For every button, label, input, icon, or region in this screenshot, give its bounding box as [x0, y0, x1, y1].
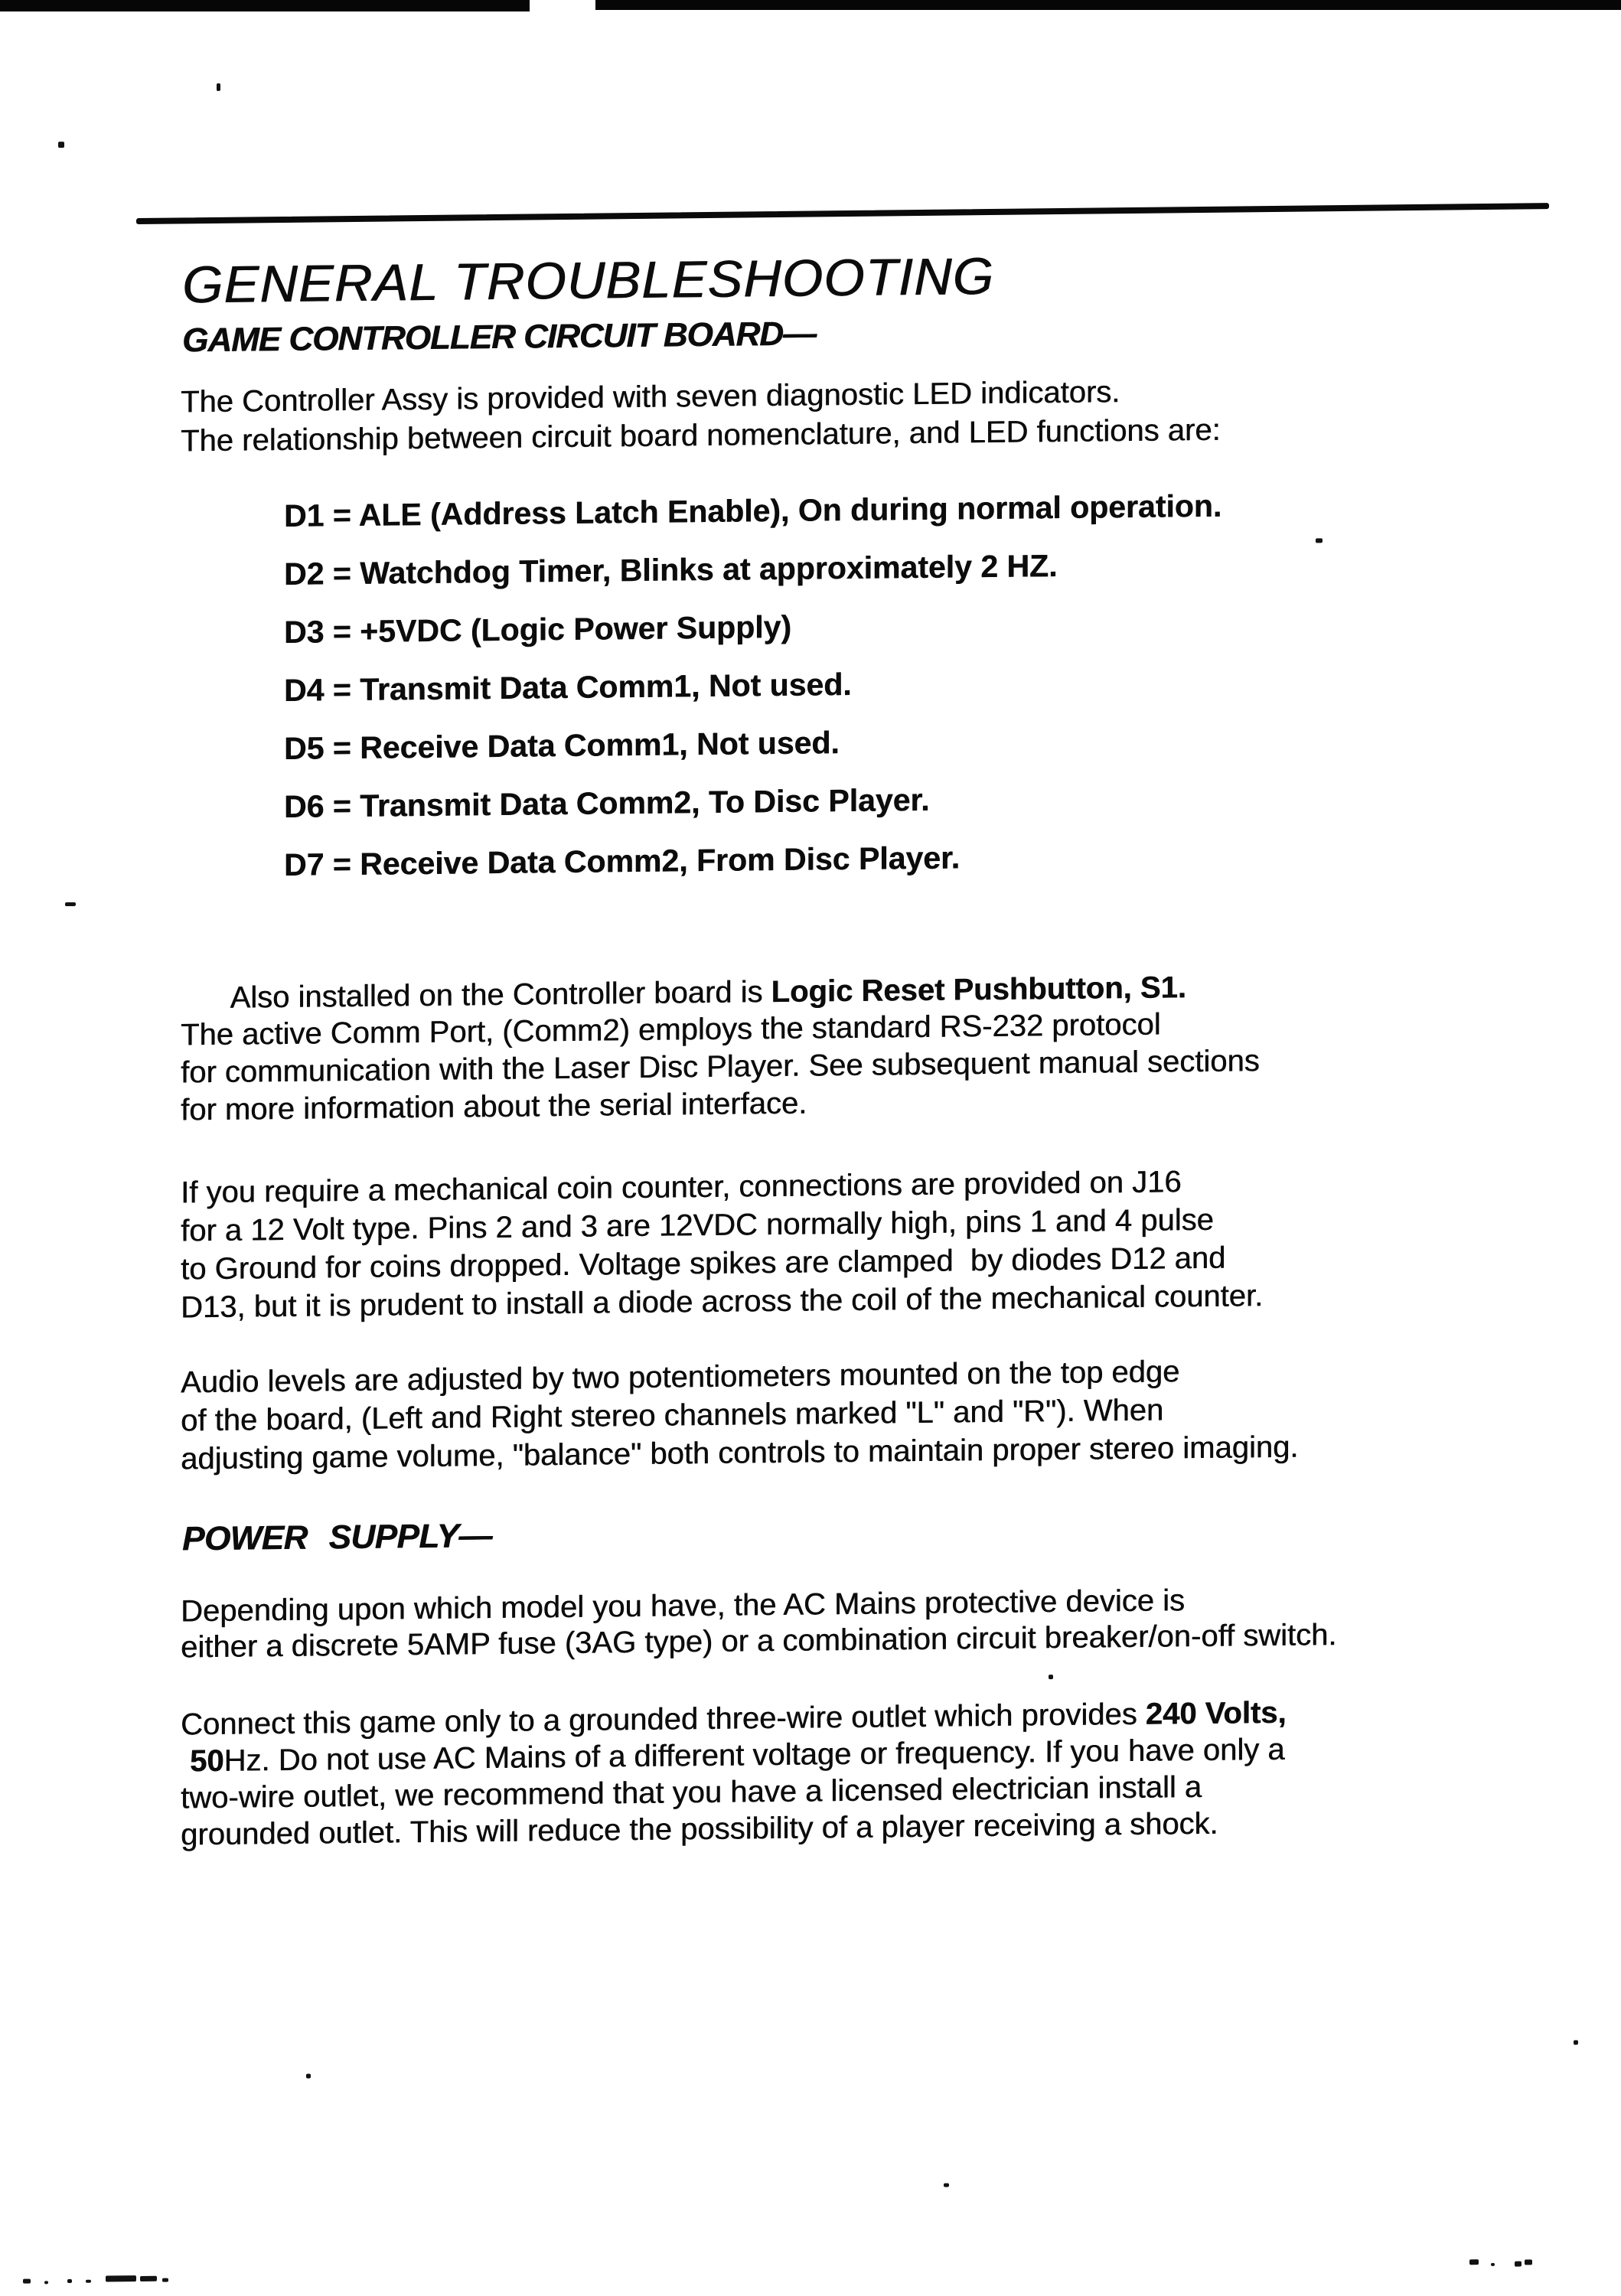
voltage-bold-run: 240 Volts, — [1145, 1695, 1287, 1731]
scan-speck — [162, 2278, 168, 2282]
comm-port-paragraph — [181, 1005, 1260, 1129]
logic-reset-bold-run: Logic Reset Pushbutton, S1. — [771, 970, 1186, 1009]
text-line: for communication with the Laser Disc Player. See subsequent manual sections — [181, 1044, 1260, 1090]
power-supply-paragraph — [181, 1581, 1336, 1665]
text-line: The Controller Assy is provided with seven diagnostic LED indicators. — [181, 375, 1120, 419]
text-line: for a 12 Volt type. Pins 2 and 3 are 12VDC normally high, pins 1 and 4 pulse — [181, 1202, 1214, 1248]
scan-speck — [1515, 2261, 1522, 2266]
text-line: The relationship between circuit board nomenclature, and LED functions are: — [181, 413, 1221, 458]
text-line: two-wire outlet, we recommend that you have a licensed electrician install a — [181, 1770, 1202, 1815]
scan-speck — [67, 2279, 72, 2283]
led-indicator-list — [284, 477, 1221, 894]
audio-levels-paragraph — [181, 1352, 1298, 1479]
scan-speck — [44, 2281, 48, 2284]
text-run: Connect this game only to a grounded three-wire outlet which provides — [181, 1697, 1146, 1742]
text-run: Hz. Do not use AC Mains of a different voltage or frequency. If you have only a — [223, 1732, 1285, 1778]
led-item-d2: D2 = Watchdog Timer, Blinks at approximately 2 HZ. — [284, 548, 1058, 592]
section-heading-power-supply: POWER SUPPLY— — [182, 1517, 492, 1558]
scan-speck — [1316, 538, 1323, 543]
led-item-d7: D7 = Receive Data Comm2, From Disc Player. — [284, 840, 961, 882]
scan-speck — [86, 2280, 91, 2283]
scan-speck — [140, 2276, 157, 2281]
scan-speck — [306, 2074, 311, 2079]
text-line: Depending upon which model you have, the AC Mains protective device is — [181, 1583, 1185, 1629]
led-item-d5: D5 = Receive Data Comm1, Not used. — [284, 725, 840, 766]
scan-speck — [23, 2279, 31, 2284]
led-item-d4: D4 = Transmit Data Comm1, Not used. — [284, 666, 852, 708]
scan-speck — [65, 902, 76, 906]
led-item-d1: D1 = ALE (Address Latch Enable), On during normal operation. — [284, 488, 1222, 533]
led-item-d6: D6 = Transmit Data Comm2, To Disc Player. — [284, 781, 930, 824]
page-title: GENERAL TROUBLESHOOTING — [182, 246, 995, 315]
section-heading-game-controller: GAME CONTROLLER CIRCUIT BOARD— — [182, 315, 816, 360]
scan-speck — [1049, 1675, 1053, 1679]
text-line: of the board, (Left and Right stereo channels marked "L" and "R"). When — [181, 1393, 1164, 1438]
text-line: to Ground for coins dropped. Voltage spikes are clamped by diodes D12 and — [181, 1241, 1226, 1287]
text-line: The active Comm Port, (Comm2) employs the standard RS-232 protocol — [181, 1007, 1161, 1052]
text-line: D13, but it is prudent to install a diode across the coil of the mechanical counter. — [181, 1279, 1264, 1325]
frequency-bold-run: 50 — [190, 1743, 224, 1779]
scan-speck — [217, 83, 220, 91]
scan-speck — [1525, 2259, 1532, 2265]
section-divider-rule — [136, 203, 1549, 224]
text-line: Audio levels are adjusted by two potentiometers mounted on the top edge — [181, 1355, 1180, 1400]
text-line: grounded outlet. This will reduce the possibility of a player receiving a shock. — [181, 1806, 1218, 1852]
scan-speck — [1491, 2263, 1495, 2266]
intro-paragraph — [181, 372, 1221, 461]
text-line: If you require a mechanical coin counter, connections are provided on J16 — [181, 1165, 1182, 1210]
coin-counter-paragraph — [181, 1162, 1263, 1326]
scan-speck — [106, 2275, 136, 2281]
scan-speck — [1469, 2259, 1479, 2265]
text-line: adjusting game volume, "balance" both controls to maintain proper stereo imaging. — [181, 1430, 1299, 1476]
scan-speck — [944, 2183, 949, 2187]
text-line: either a discrete 5AMP fuse (3AG type) or a combination circuit breaker/on-off switch. — [181, 1618, 1337, 1665]
led-item-d3: D3 = +5VDC (Logic Power Supply) — [284, 608, 791, 650]
text-line: for more information about the serial interface. — [181, 1086, 807, 1127]
scan-speck — [58, 142, 64, 148]
text-run: Also installed on the Controller board is — [230, 975, 771, 1015]
mains-connection-paragraph — [181, 1694, 1287, 1854]
scan-speck — [1574, 2040, 1578, 2045]
